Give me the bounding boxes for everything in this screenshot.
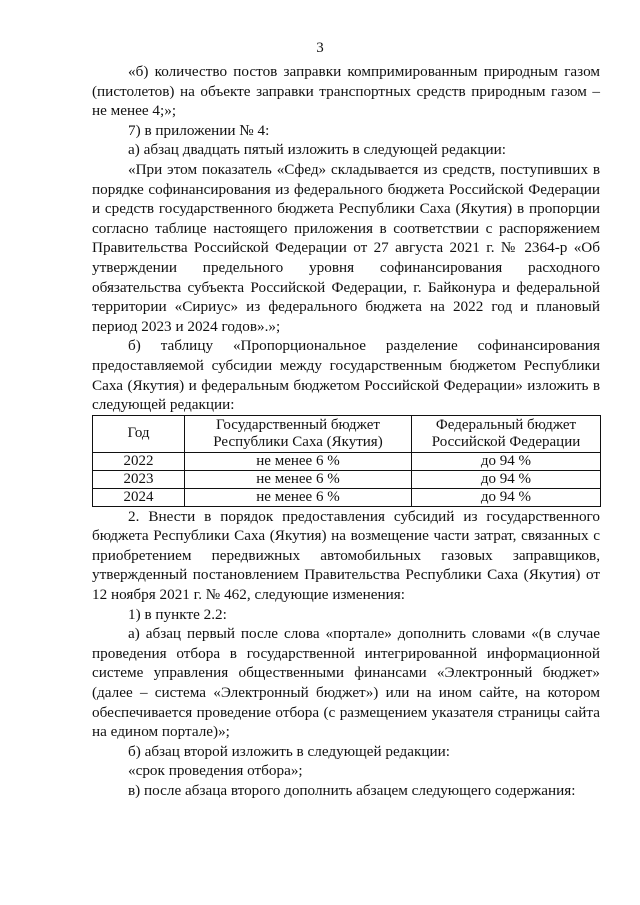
cofinancing-table bbox=[92, 415, 601, 507]
paragraph: «срок проведения отбора»; bbox=[128, 762, 303, 780]
cell-year: 2024 bbox=[93, 488, 185, 506]
paragraph: а) абзац двадцать пятый изложить в следующей редакции: bbox=[128, 141, 506, 159]
cell-year: 2023 bbox=[93, 470, 185, 488]
page-number: 3 bbox=[316, 40, 324, 56]
cell-regional-share: не менее 6 % bbox=[185, 452, 412, 470]
cell-regional-share: не менее 6 % bbox=[185, 470, 412, 488]
table-row bbox=[93, 470, 601, 488]
header-federal-budget: Федеральный бюджет Российской Федерации bbox=[412, 415, 601, 452]
paragraph: «При этом показатель «Сфед» складывается из средств, поступивших в порядке софинансирования из федерального бюджета Российской Федерации и средств государственного бюджета Республики Саха (Якутия) в пропорции согласно таблице настоящего приложения в соответствии с распоряжением Правительства Российской Федерации от 27 августа 2021 г. № 2364-р «Об утверждении предельного уровня софинансирования расходного обязательства субъекта Российской Федерации, г. Байконура и федеральной территории «Сириус» из федерального бюджета на 2022 год и плановый период 2023 и 2024 годов».»; bbox=[92, 160, 600, 335]
cell-federal-share: до 94 % bbox=[412, 488, 601, 506]
cell-regional-share: не менее 6 % bbox=[185, 488, 412, 506]
cell-year: 2022 bbox=[93, 452, 185, 470]
header-regional-budget: Государственный бюджет Республики Саха (Якутия) bbox=[185, 415, 412, 452]
paragraph: «б) количество постов заправки компримированным природным газом (пистолетов) на объекте заправки транспортных средств природным газом – не менее 4;»; bbox=[92, 63, 600, 120]
paragraph: а) абзац первый после слова «портале» дополнить словами «(в случае проведения отбора в государственной интегрированной информационной системе управления общественными финансами «Электронный бюджет» (далее – система «Электронный бюджет») или на ином сайте, на котором обеспечивается проведение отбора (с размещением указателя страницы сайта на едином портале)»; bbox=[92, 625, 600, 741]
cell-federal-share: до 94 % bbox=[412, 452, 601, 470]
header-year: Год bbox=[93, 415, 185, 452]
paragraph: в) после абзаца второго дополнить абзацем следующего содержания: bbox=[128, 782, 576, 799]
paragraph: 2. Внести в порядок предоставления субсидий из государственного бюджета Республики Саха (Якутия) на возмещение части затрат, связанных с приобретением передвижных автомобильных газовых заправщиков, утвержденный постановлением Правительства Республики Саха (Якутия) от 12 ноября 2021 г. № 462, следующие изменения: bbox=[92, 507, 600, 604]
table-row bbox=[93, 488, 601, 506]
paragraph: 1) в пункте 2.2: bbox=[128, 605, 227, 623]
cell-federal-share: до 94 % bbox=[412, 470, 601, 488]
document-body bbox=[92, 62, 600, 801]
paragraph: 7) в приложении № 4: bbox=[128, 121, 270, 139]
paragraph: б) абзац второй изложить в следующей редакции: bbox=[128, 742, 450, 760]
paragraph: б) таблицу «Пропорциональное разделение софинансирования предоставляемой субсидии между государственным бюджетом Республики Саха (Якутия) и федеральным бюджетом Российской Федерации» изложить в следующей редакции: bbox=[92, 337, 600, 414]
table-header-row bbox=[93, 415, 601, 452]
table-row bbox=[93, 452, 601, 470]
